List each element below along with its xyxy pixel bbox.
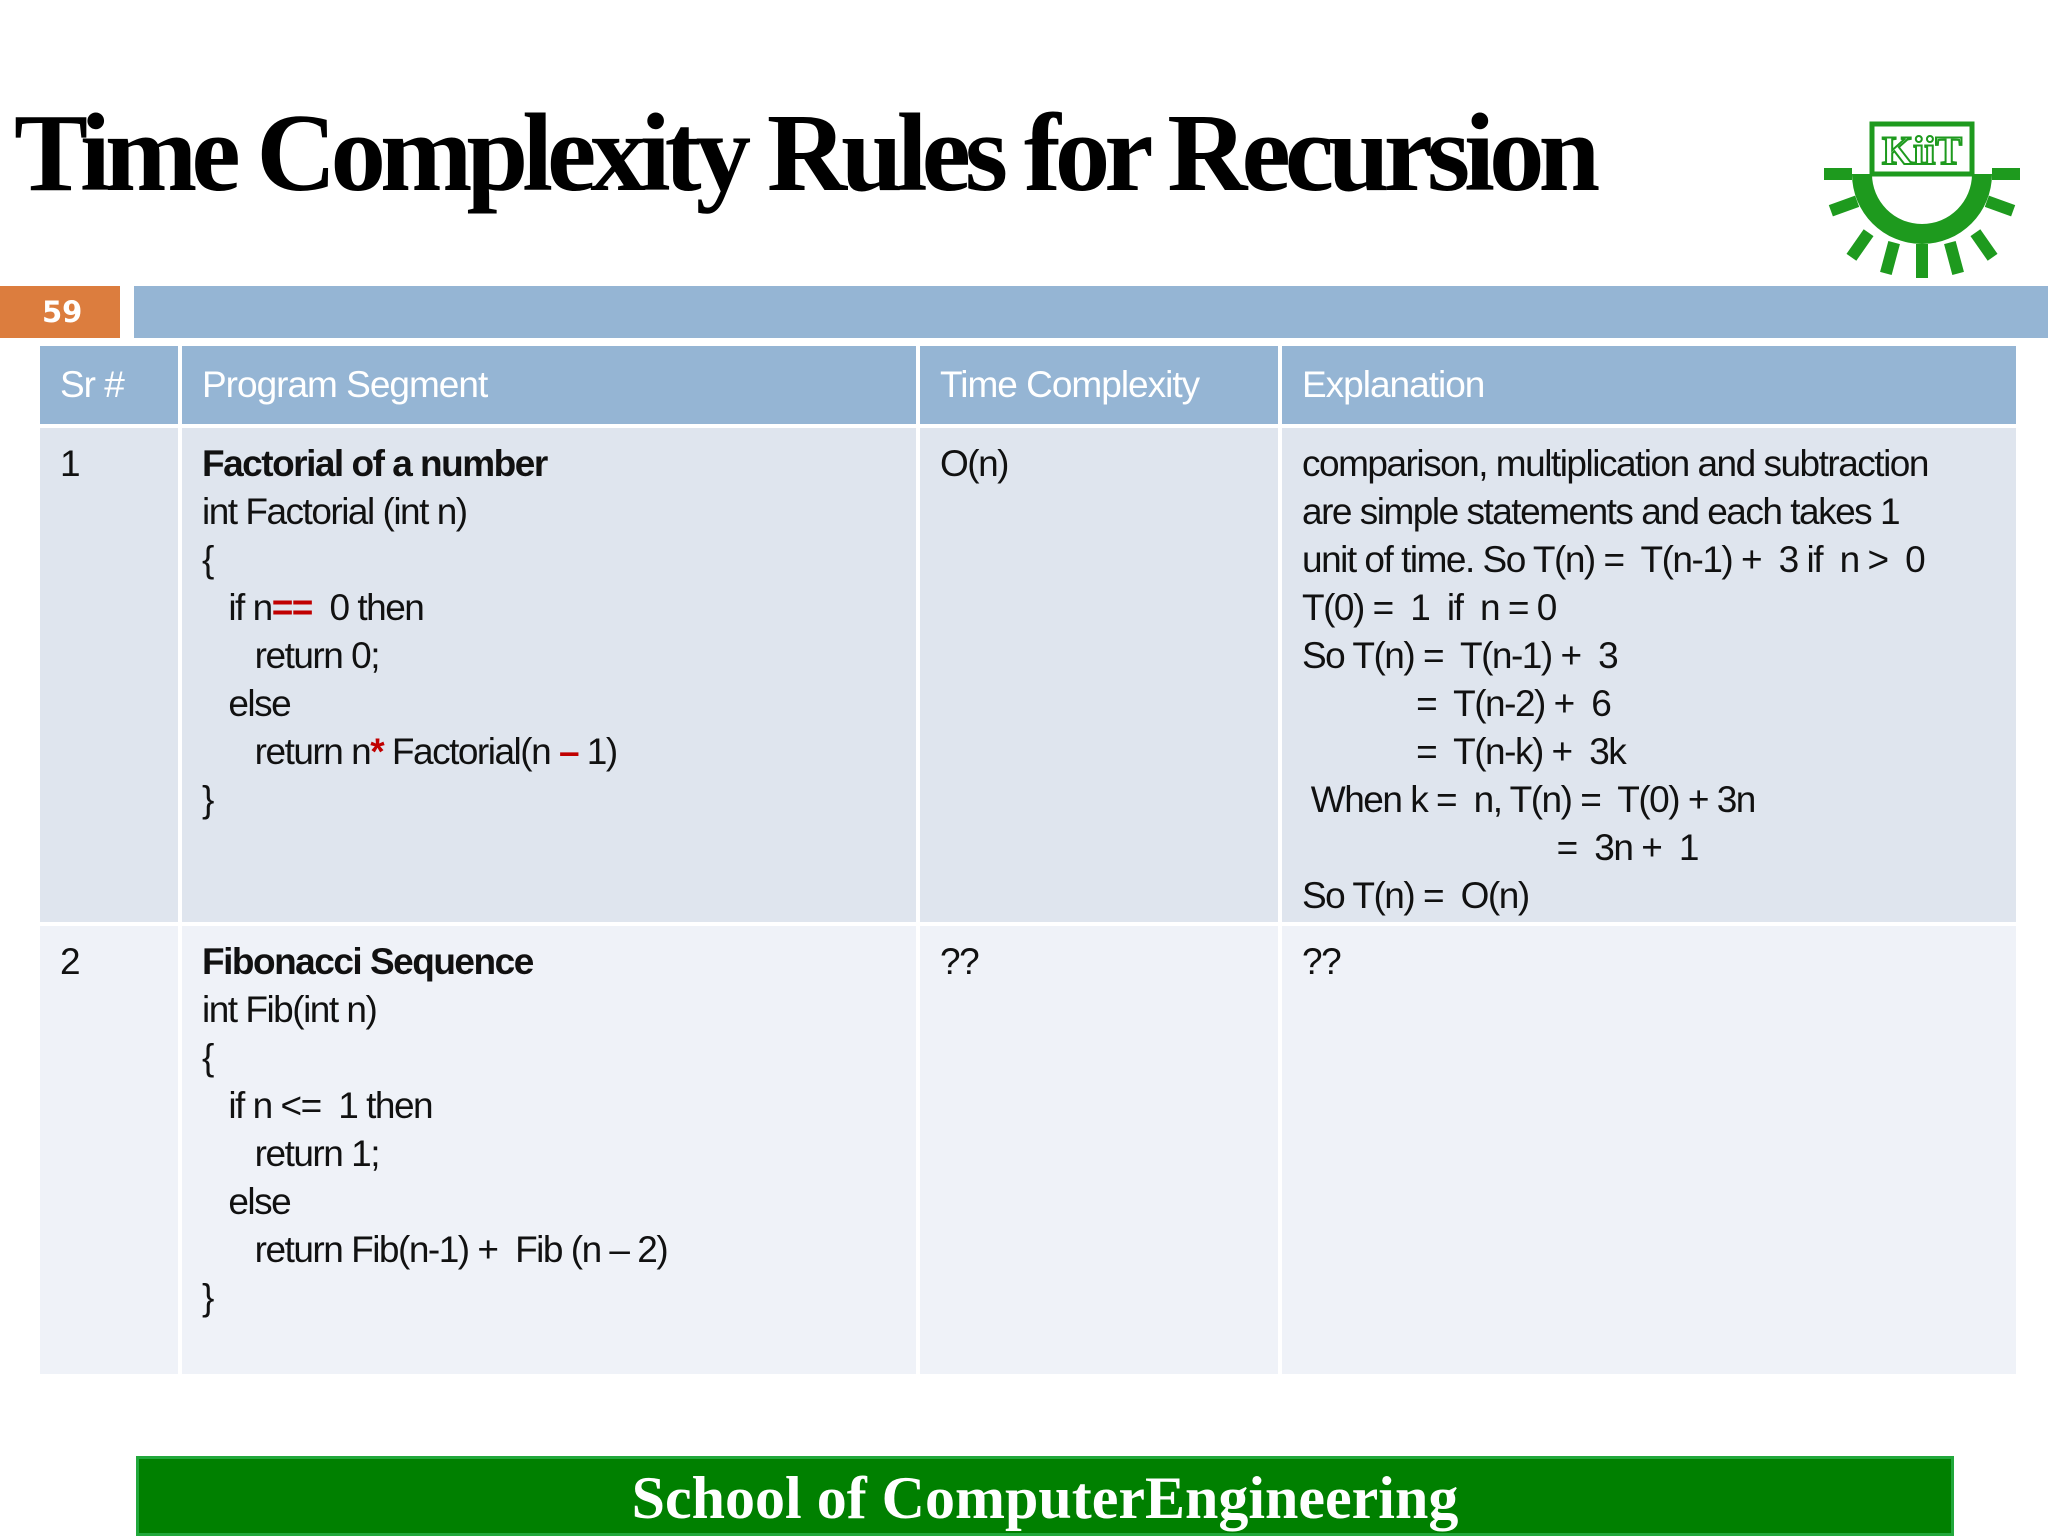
cell-time-complexity: O(n) bbox=[920, 428, 1278, 922]
code-text: Factorial(n bbox=[383, 731, 559, 772]
footer-banner: School of ComputerEngineering bbox=[136, 1456, 1954, 1536]
code-line: return 0; bbox=[202, 635, 379, 676]
code-line: return Fib(n-1) + Fib (n – 2) bbox=[202, 1229, 668, 1270]
cell-program-segment bbox=[182, 926, 916, 1374]
kiit-logo-text: KiiT bbox=[1881, 128, 1963, 173]
explanation-line: are simple statements and each takes 1 bbox=[1302, 491, 1900, 532]
slide-number: 59 bbox=[0, 286, 120, 338]
code-text: return n bbox=[202, 731, 371, 772]
header-explanation: Explanation bbox=[1282, 346, 2016, 424]
header-time-complexity: Time Complexity bbox=[920, 346, 1278, 424]
explanation-line: = T(n-k) + 3k bbox=[1302, 731, 1626, 772]
explanation-line: comparison, multiplication and subtraction bbox=[1302, 443, 1928, 484]
table-header-row bbox=[40, 346, 2016, 424]
cell-time-complexity: ?? bbox=[920, 926, 1278, 1374]
multiply-operator: * bbox=[370, 731, 384, 772]
cell-sr: 2 bbox=[40, 926, 178, 1374]
code-text: if n bbox=[202, 587, 272, 628]
complexity-table bbox=[36, 342, 2020, 1378]
explanation-line: = 3n + 1 bbox=[1302, 827, 1698, 868]
kiit-logo bbox=[1822, 118, 2022, 278]
cell-sr: 1 bbox=[40, 428, 178, 922]
code-line: { bbox=[202, 539, 213, 580]
code-line: else bbox=[202, 683, 291, 724]
equality-operator: == bbox=[271, 587, 312, 628]
code-line: return 1; bbox=[202, 1133, 379, 1174]
code-line: int Fib(int n) bbox=[202, 989, 377, 1030]
code-line: } bbox=[202, 779, 213, 820]
code-text: 1) bbox=[578, 731, 617, 772]
code-line: int Factorial (int n) bbox=[202, 491, 467, 532]
table-row bbox=[40, 428, 2016, 922]
explanation-line: = T(n-2) + 6 bbox=[1302, 683, 1611, 724]
code-line bbox=[202, 584, 916, 632]
slide-title: Time Complexity Rules for Recursion bbox=[14, 92, 1595, 215]
minus-operator: – bbox=[558, 731, 579, 772]
code-text: 0 then bbox=[311, 587, 424, 628]
header-sr: Sr # bbox=[40, 346, 178, 424]
code-line: } bbox=[202, 1277, 213, 1318]
segment-title: Fibonacci Sequence bbox=[202, 941, 533, 982]
header-bar bbox=[134, 286, 2048, 338]
code-line: { bbox=[202, 1037, 213, 1078]
table-row bbox=[40, 926, 2016, 1374]
header-program-segment: Program Segment bbox=[182, 346, 916, 424]
explanation-line: T(0) = 1 if n = 0 bbox=[1302, 587, 1556, 628]
cell-program-segment bbox=[182, 428, 916, 922]
explanation-line: So T(n) = T(n-1) + 3 bbox=[1302, 635, 1618, 676]
code-line bbox=[202, 728, 916, 776]
segment-title: Factorial of a number bbox=[202, 443, 547, 484]
code-line: else bbox=[202, 1181, 291, 1222]
explanation-line: So T(n) = O(n) bbox=[1302, 875, 1529, 916]
explanation-line: When k = n, T(n) = T(0) + 3n bbox=[1302, 779, 1755, 820]
cell-explanation: ?? bbox=[1282, 926, 2016, 1374]
explanation-line: unit of time. So T(n) = T(n-1) + 3 if n > 0 bbox=[1302, 539, 1925, 580]
code-line: if n <= 1 then bbox=[202, 1085, 433, 1126]
cell-explanation bbox=[1282, 428, 2016, 922]
